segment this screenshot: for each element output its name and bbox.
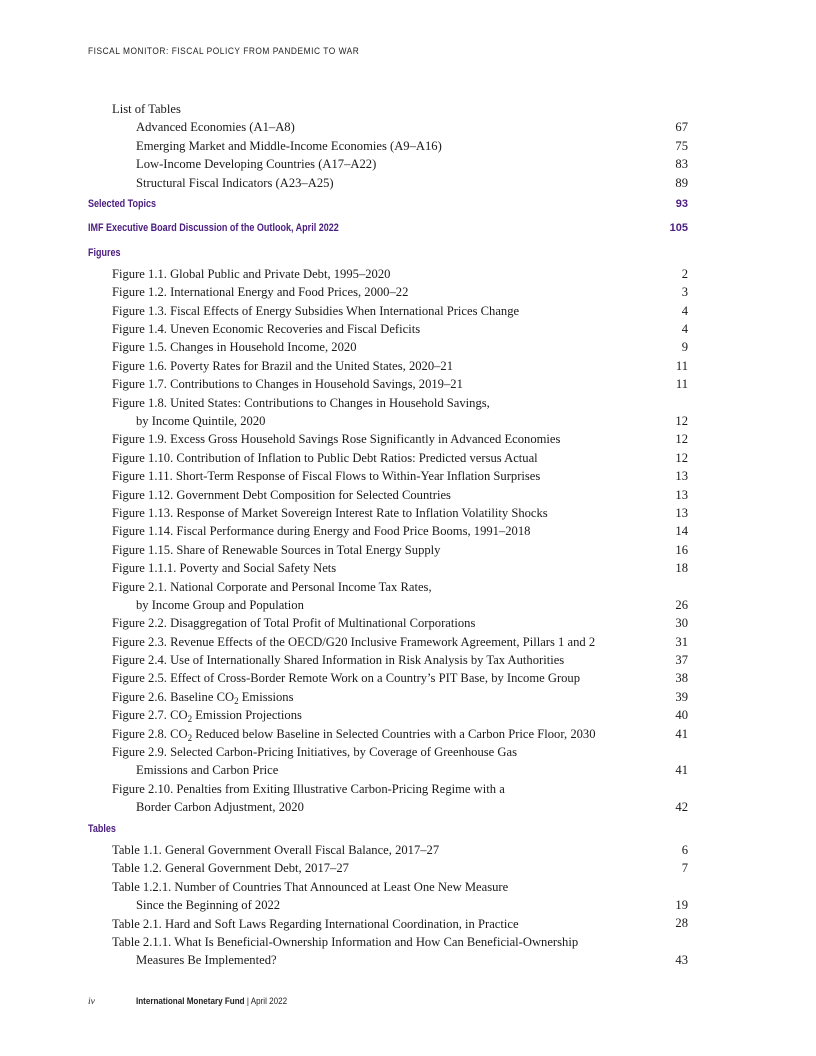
toc-entry-figure-1-14[interactable]: Figure 1.14. Fiscal Performance during Energy and Food Price Booms, 1991–2018 14 [88,522,688,540]
page-number: 7 [681,861,688,876]
toc-entry-figure-2-8[interactable]: Figure 2.8. $CO_2$ Reduced below Baseline in Selected Countries with a Carbon Price Floor, 2030 41 [112,726,688,743]
table-of-contents [88,100,688,970]
toc-entry-figure-2-6[interactable]: Figure 2.6. Baseline $CO_2$ Emissions 39 [112,689,688,706]
page-number: 18 [675,561,688,576]
toc-entry-figure-1-8[interactable]: Figure 1.8. United States: Contributions to Changes in Household Savings, by Income Quintile, 2020 12 [88,394,688,431]
page-number: 12 [675,450,688,465]
toc-entry-lot-2[interactable]: Emerging Market and Middle-Income Economies (A9–A16) 75 [88,137,688,155]
toc-entry-figure-1-2[interactable]: Figure 1.2. International Energy and Food Prices, 2000–22 3 [88,283,688,301]
footer-separator: | [244,996,251,1007]
toc-entry-figure-1-12[interactable]: Figure 1.12. Government Debt Composition for Selected Countries 13 [88,486,688,504]
toc-section-board-discussion[interactable]: IMF Executive Board Discussion of the Outlook, April 2022 105 [88,216,688,240]
toc-entry-lot-4[interactable]: Structural Fiscal Indicators (A23–A25) 89 [88,174,688,192]
toc-entry-figure-1-10[interactable]: Figure 1.10. Contribution of Inflation to Public Debt Ratios: Predicted versus Actual 12 [88,449,688,467]
page-number: 12 [675,413,688,428]
page-number: 38 [675,671,688,686]
page-number: 31 [675,634,688,649]
toc-entry-figure-2-9[interactable]: Figure 2.9. Selected Carbon-Pricing Initiatives, by Coverage of Greenhouse Gas Emissions and Carbon Price 41 [88,743,688,780]
page-number: 6 [681,842,688,857]
toc-entry-figure-1-1-1[interactable]: Figure 1.1.1. Poverty and Social Safety Nets 18 [88,559,688,577]
page-number: 26 [675,597,688,612]
toc-entry-figure-1-4[interactable]: Figure 1.4. Uneven Economic Recoveries and Fiscal Deficits 4 [88,320,688,338]
toc-entry-table-2-1-1[interactable]: Table 2.1.1. What Is Beneficial-Ownership Information and How Can Beneficial-Ownership Measures Be Implemented? 43 [88,933,688,970]
toc-entry-figure-1-5[interactable]: Figure 1.5. Changes in Household Income, 2020 9 [88,338,688,356]
page-number: 11 [675,358,688,373]
toc-entry-figure-1-11[interactable]: Figure 1.11. Short-Term Response of Fiscal Flows to Within-Year Inflation Surprises 13 [88,467,688,485]
toc-entry-figure-1-1[interactable]: Figure 1.1. Global Public and Private Debt, 1995–2020 2 [88,265,688,283]
toc-entry-lot-3[interactable]: Low-Income Developing Countries (A17–A22) 83 [88,155,688,173]
toc-entry-figure-1-13[interactable]: Figure 1.13. Response of Market Sovereign Interest Rate to Inflation Volatility Shocks 13 [88,504,688,522]
running-head: FISCAL MONITOR: FISCAL POLICY FROM PANDEMIC TO WAR [88,46,360,57]
page-number: 39 [675,689,688,704]
page-number: 3 [681,285,688,300]
toc-entry-figure-1-3[interactable]: Figure 1.3. Fiscal Effects of Energy Subsidies When International Prices Change 4 [88,302,688,320]
page-number: 105 [669,222,688,235]
toc-entry-figure-1-9[interactable]: Figure 1.9. Excess Gross Household Savings Rose Significantly in Advanced Economies 12 [88,430,688,448]
page-number: 28 [675,916,688,931]
page-number: 83 [675,157,688,172]
page-number: 43 [675,953,688,968]
toc-entry-figure-2-1[interactable]: Figure 2.1. National Corporate and Personal Income Tax Rates, by Income Group and Population 26 [88,578,688,615]
toc-entry-figure-2-3[interactable]: Figure 2.3. Revenue Effects of the OECD/G20 Inclusive Framework Agreement, Pillars 1 and 2 31 [88,633,688,651]
toc-entry-lot-1[interactable]: Advanced Economies (A1–A8) 67 [88,118,688,136]
toc-entry-figure-1-7[interactable]: Figure 1.7. Contributions to Changes in Household Savings, 2019–21 11 [88,375,688,393]
page-number: 11 [675,377,688,392]
page-number: 30 [675,616,688,631]
page-number: 41 [675,763,688,778]
toc-section-selected-topics[interactable]: Selected Topics 93 [88,192,688,216]
page-number: 89 [675,175,688,190]
toc-entry-table-2-1[interactable]: Table 2.1. Hard and Soft Laws Regarding International Coordination, in Practice 28 [88,915,688,933]
page-number: 42 [675,800,688,815]
toc-entry-figure-1-15[interactable]: Figure 1.15. Share of Renewable Sources in Total Energy Supply 16 [88,541,688,559]
toc-entry-figure-2-4[interactable]: Figure 2.4. Use of Internationally Shared Information in Risk Analysis by Tax Authorities 37 [88,651,688,669]
page-number: 13 [675,487,688,502]
page-number: 14 [675,524,688,539]
toc-entry-figure-2-7[interactable]: Figure 2.7. $CO_2$ Emission Projections 40 [112,708,688,725]
toc-entry-figure-2-10[interactable]: Figure 2.10. Penalties from Exiting Illustrative Carbon-Pricing Regime with a Border Carbon Adjustment, 2020 42 [88,780,688,817]
page-number: 13 [675,469,688,484]
toc-entry-figure-2-5[interactable]: Figure 2.5. Effect of Cross-Border Remote Work on a Country’s PIT Base, by Income Group 38 [88,669,688,687]
page-footer [88,996,314,1007]
page-number: 2 [681,266,688,281]
toc-entry-table-1-2-1[interactable]: Table 1.2.1. Number of Countries That Announced at Least One New Measure Since the Beginning of 2022 19 [88,878,688,915]
tables-heading: Tables [88,822,116,835]
toc-entry-table-1-1[interactable]: Table 1.1. General Government Overall Fiscal Balance, 2017–27 6 [88,841,688,859]
footer-org: International Monetary Fund [136,996,245,1007]
list-of-tables-label: List of Tables [112,102,181,116]
page-number: 4 [681,303,688,318]
page-number: 75 [675,138,688,153]
page-number: 37 [675,653,688,668]
page-number: 19 [675,898,688,913]
toc-entry-figure-2-2[interactable]: Figure 2.2. Disaggregation of Total Profit of Multinational Corporations 30 [88,614,688,632]
page-number: 16 [675,542,688,557]
figures-heading: Figures [88,246,121,259]
page-folio: iv [88,997,95,1007]
page-number: 41 [675,726,688,741]
page-number: 93 [675,197,688,210]
toc-entry-figure-1-6[interactable]: Figure 1.6. Poverty Rates for Brazil and the United States, 2020–21 11 [88,357,688,375]
page-number: 12 [675,432,688,447]
page-number: 67 [675,120,688,135]
page-number: 13 [675,505,688,520]
page-number: 4 [681,322,688,336]
toc-entry-table-1-2[interactable]: Table 1.2. General Government Debt, 2017–27 7 [88,859,688,877]
footer-date: April 2022 [250,996,288,1007]
page-number: 40 [675,708,688,723]
page-number: 9 [681,340,688,355]
